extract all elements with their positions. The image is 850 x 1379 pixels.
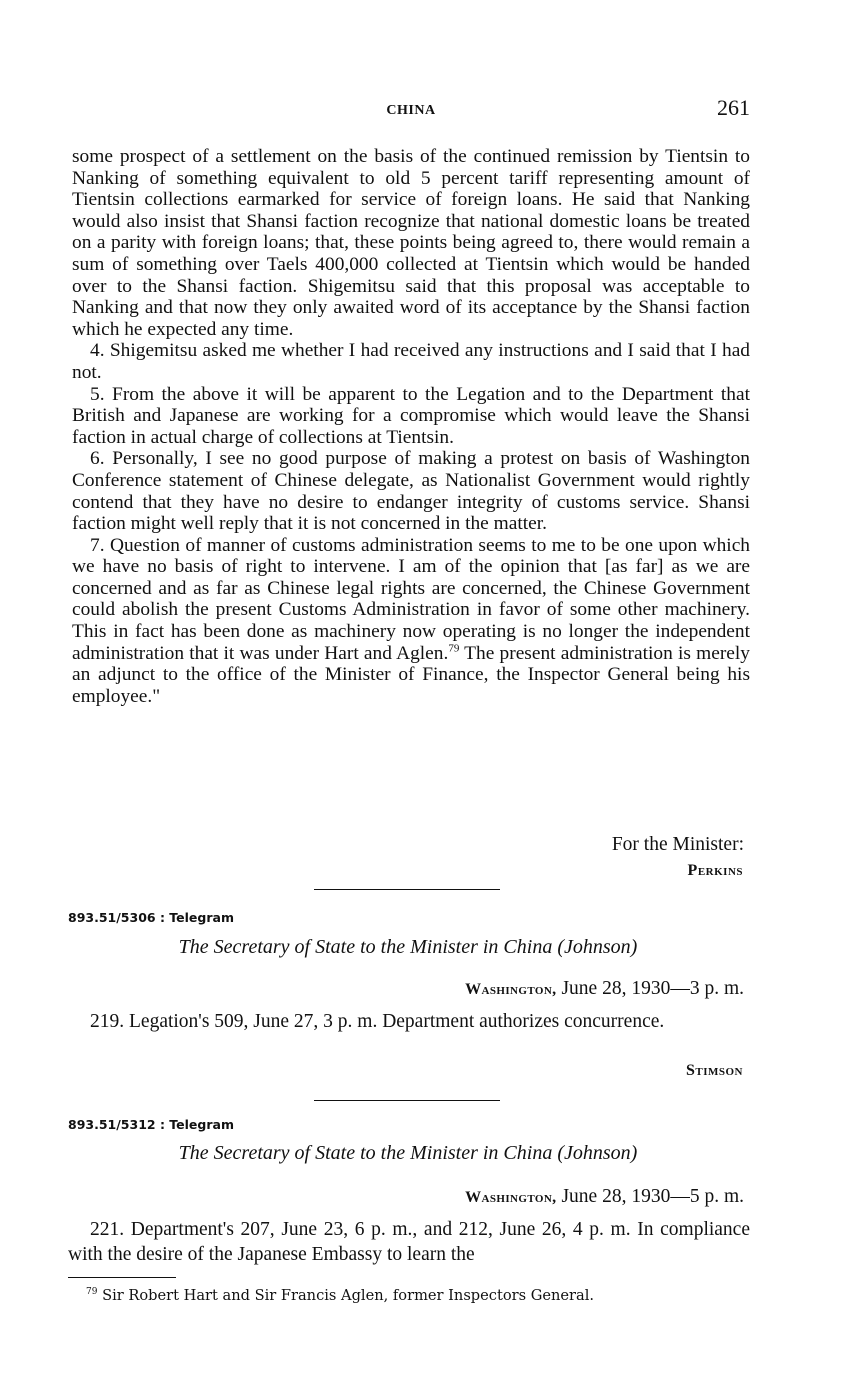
paragraph-continuation: some prospect of a settlement on the basis of the continued remission by Tientsin to Nanking of something equivalent to old 5 percent tariff representing amount of Tientsin collections earmarked for service of foreign loans. He said that Nanking would also insist that Shansi faction recognize that national domestic loans be treated on a parity with foreign loans; that, these points being agreed to, there would remain a sum of something over Taels 400,000 collected at Tientsin which would be handed over to the Shansi faction. Shigemitsu said that this proposal was acceptable to Nanking and that now they only awaited word of its acceptance by the Shansi faction which he expected any time. [72,146,750,340]
footnote-reference: 79 [448,642,460,655]
signature-line: For the Minister: [611,834,744,855]
document-title: The Secretary of State to the Minister in China (Johnson) [178,936,638,958]
paragraph-5: 5. From the above it will be apparent to the Legation and to the Department that British and Japanese are working for a compromise which would leave the Shansi faction in actual charge of collections at Tientsin. [72,383,750,448]
paragraph-4: 4. Shigemitsu asked me whether I had received any instructions and I said that I had not. [72,340,750,383]
footnote [86,1287,594,1304]
dateline-date: June 28, 1930—3 p. m. [556,978,744,999]
telegram-text: 219. Legation's 509, June 27, 3 p. m. Department authorizes concurrence. [90,1011,665,1032]
telegram-body [68,1217,750,1267]
page-number: 261 [717,95,750,120]
dateline [465,1186,744,1208]
document-title: The Secretary of State to the Minister in China (Johnson) [178,1142,638,1164]
telegram-text: 221. Department's 207, June 23, 6 p. m., and 212, June 26, 4 p. m. In compliance with the desire of the Japanese Embassy to learn the [68,1219,750,1265]
dateline-place: Washington, [465,1189,557,1206]
running-head: CHINA [386,103,436,118]
file-reference: 893.51/5312 : Telegram [68,1117,234,1132]
dateline [465,978,744,1000]
paragraph-7-end: The present administration is merely an adjunct to the office of the Minister of Finance, the Inspector General being his employee." [72,642,750,707]
section-divider [314,889,500,890]
dateline-place: Washington, [465,981,557,998]
footnote-rule [68,1277,176,1278]
paragraph-6: 6. Personally, I see no good purpose of making a protest on basis of Washington Conference statement of Chinese delegate, as Nationalist Government would rightly contend that they have no desire to endanger integrity of customs service. Shansi faction might well reply that it is not concerned in the matter. [72,448,750,535]
section-divider [314,1100,500,1101]
page-header [72,95,750,125]
dateline-date: June 28, 1930—5 p. m. [556,1186,744,1207]
signature-name: Stimson [685,1062,743,1079]
main-text [72,146,750,707]
file-reference: 893.51/5306 : Telegram [68,910,234,925]
telegram-body [72,1009,750,1034]
footnote-text: Sir Robert Hart and Sir Francis Aglen, former Inspectors General. [97,1287,595,1304]
signature-name: Perkins [687,862,743,879]
footnote-marker: 79 [86,1287,98,1298]
paragraph-7 [72,535,750,708]
paragraph-7-text: 7. Question of manner of customs administration seems to me to be one upon which we have no basis of right to intervene. I am of the opinion that [as far] as we are concerned and as far as Chinese legal rights are concerned, the Chinese Government could abolish the present Customs Administration in favor of some other machinery. This in fact has been done as machinery now operating is no longer the independent administration that it was under Hart and Aglen. [72,534,750,664]
